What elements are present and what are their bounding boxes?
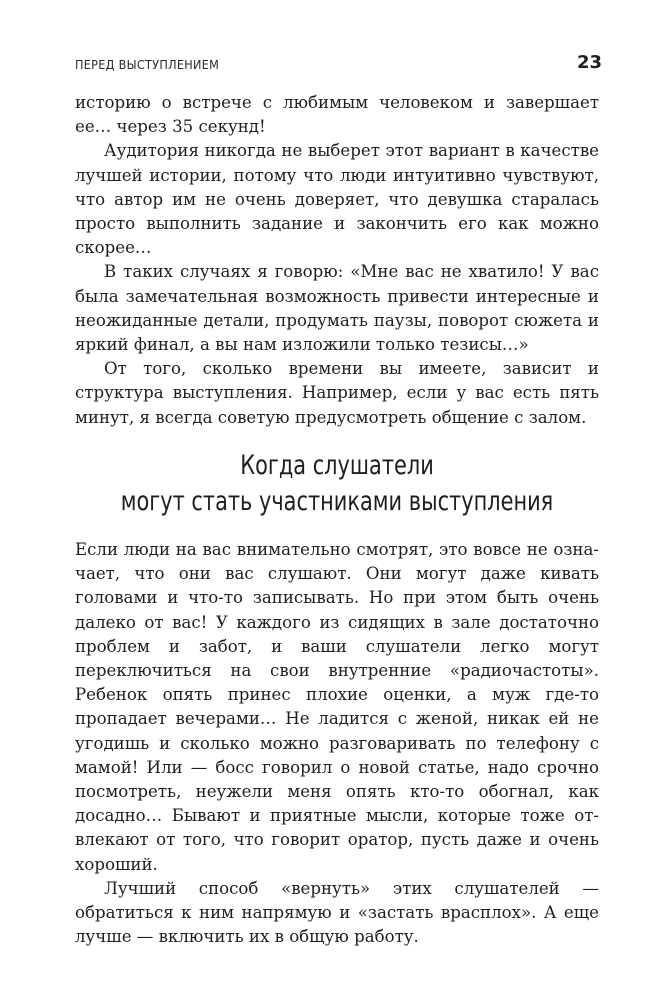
paragraph: Если люди на вас внимательно смотрят, это вовсе не означает, что они вас слушают. Они могут даже кивать головами и что-то записывать. Но при этом быть очень далеко от вас! У каждого из сидящих в зале достаточно проблем и забот, и ваши слушатели легко могут переключиться на свои внутренние «радиочастоты». Ребенок опять принес плохие оценки, а муж где-то пропадает вечерами… Не ладится с женой, никак ей не угодишь и сколько можно разговаривать по телефону с мамой! Или — босс говорил о новой статье, надо срочно посмотреть, неужели меня опять кто-то обогнал, как досадно… Бывают и приятные мысли, которые тоже отвлекают от того, что говорит оратор, пусть даже и очень хороший.: [75, 540, 599, 874]
paragraph: Лучший способ «вернуть» этих слушателей — обратиться к ним напрямую и «застать врасплох». А еще лучше — включить их в общую работу.: [75, 878, 599, 947]
top-text-block: [75, 91, 599, 430]
paragraph: В таких случаях я говорю: «Мне вас не хватило! У вас была замечательная возможность привести интересные и неожиданные детали, продумать паузы, поворот сюжета и яркий финал, а вы нам изложили только тезисы…»: [75, 262, 599, 355]
paragraph: От того, сколько времени вы имеете, зависит и структура выступления. Например, если у вас есть пять минут, я всегда советую предусмотреть общение с залом.: [75, 359, 599, 427]
page-number: 23: [576, 52, 602, 73]
bottom-text-block: [75, 538, 599, 949]
paragraph: Аудитория никогда не выберет этот вариант в качестве лучшей истории, потому что люди интуитивно чувствуют, что автор им не очень доверяет, что девушка старалась просто выполнить задание и закончить его как можно скорее…: [75, 141, 599, 258]
section-heading: [112, 448, 563, 520]
running-title: ПЕРЕД ВЫСТУПЛЕНИЕМ: [75, 57, 220, 72]
section-heading-line-2: могут стать участниками выступления: [120, 486, 554, 517]
paragraph-continuation: историю о встрече с любимым человеком и завершает ее… через 35 секунд!: [75, 93, 599, 137]
section-heading-line-1: Когда слушатели: [240, 450, 434, 481]
